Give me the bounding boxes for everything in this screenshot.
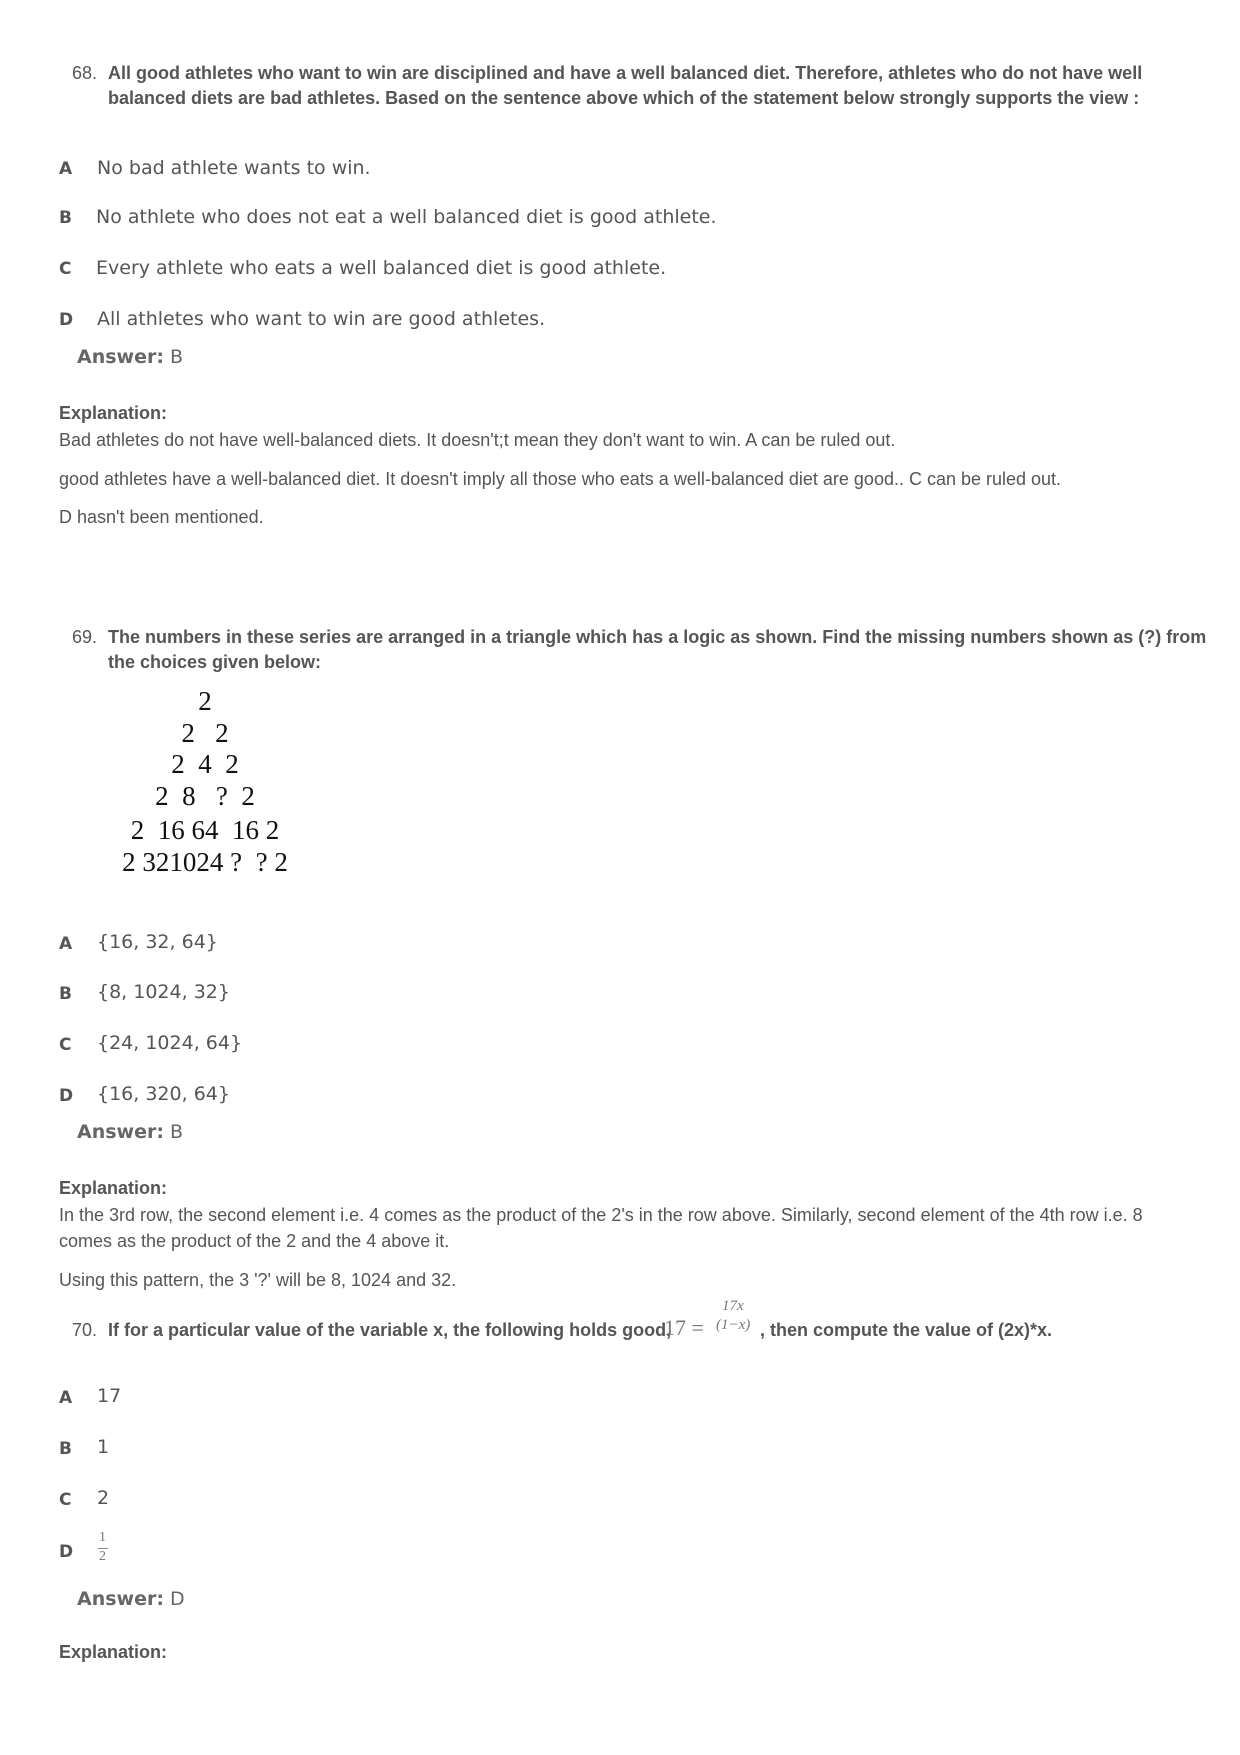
option-letter-b: B — [59, 984, 72, 1004]
option-text-d: {16, 320, 64} — [97, 1083, 230, 1105]
explanation-68-label: Explanation: — [59, 403, 168, 423]
question-70-number: 70. — [72, 1320, 98, 1340]
option-letter-b: B — [59, 1439, 72, 1459]
option-text-d: All athletes who want to win are good athletes. — [97, 308, 546, 330]
option-text-c: 2 — [97, 1487, 110, 1509]
question-68-text-line1: All good athletes who want to win are disciplined and have a well balanced diet. Therefore, athletes who do not have well — [108, 63, 1143, 83]
question-69-number: 69. — [72, 627, 98, 647]
option-letter-d: D — [59, 1086, 74, 1106]
answer-label: Answer: — [77, 1588, 164, 1610]
triangle-row-6: 2 321024 ? ? 2 — [122, 847, 288, 877]
triangle-row-5: 2 16 64 16 2 — [130, 815, 280, 845]
option-text-a: {16, 32, 64} — [97, 931, 218, 953]
answer-label: Answer: — [77, 1121, 164, 1143]
option-text-b: No athlete who does not eat a well balanced diet is good athlete. — [96, 206, 717, 228]
answer-value: B — [170, 1121, 184, 1143]
option-text-a: 17 — [97, 1385, 122, 1407]
answer-value: D — [170, 1588, 185, 1610]
triangle-row-4: 2 8 ? 2 — [155, 781, 255, 811]
question-69-text-line1: The numbers in these series are arranged in a triangle which has a logic as shown. Find the missing numbers shown as (?) from — [108, 627, 1207, 647]
explanation-68-p2: good athletes have a well-balanced diet. It doesn't imply all those who eats a well-balanced diet are good.. C can be ruled out. — [59, 469, 1062, 489]
explanation-68-p3: D hasn't been mentioned. — [59, 507, 264, 527]
option-letter-a: A — [59, 934, 73, 954]
explanation-68-p1: Bad athletes do not have well-balanced diets. It doesn't;t mean they don't want to win. A can be ruled out. — [59, 430, 896, 450]
triangle-row-3: 2 4 2 — [171, 749, 239, 779]
explanation-69-label: Explanation: — [59, 1178, 168, 1198]
option-letter-b: B — [59, 208, 72, 228]
answer-value: B — [170, 346, 184, 368]
option-letter-d: D — [59, 1542, 74, 1562]
explanation-69-p1-line2: comes as the product of the 2 and the 4 above it. — [59, 1231, 450, 1251]
question-70-text-after: , then compute the value of (2x)*x. — [760, 1320, 1053, 1340]
option-text-c: Every athlete who eats a well balanced diet is good athlete. — [96, 257, 667, 279]
answer-69 — [77, 1121, 183, 1143]
triangle-row-2: 2 2 — [181, 718, 229, 748]
question-70-text-before: If for a particular value of the variable x, the following holds good, — [108, 1320, 672, 1340]
option-d-numerator: 1 — [99, 1530, 106, 1545]
option-letter-c: C — [59, 1035, 72, 1055]
fraction-denominator: (1−x) — [716, 1317, 751, 1333]
option-text-b: {8, 1024, 32} — [97, 981, 230, 1003]
answer-68 — [77, 346, 183, 368]
equation-lhs: 17 = — [664, 1315, 704, 1340]
option-letter-a: A — [59, 1388, 73, 1408]
option-text-a: No bad athlete wants to win. — [97, 157, 371, 179]
option-letter-d: D — [59, 310, 74, 330]
option-text-c: {24, 1024, 64} — [97, 1032, 243, 1054]
option-letter-c: C — [59, 1490, 72, 1510]
option-letter-c: C — [59, 259, 72, 279]
explanation-69-p2: Using this pattern, the 3 '?' will be 8, 1024 and 32. — [59, 1270, 457, 1290]
number-triangle — [100, 686, 320, 886]
question-68-number: 68. — [72, 63, 98, 83]
fraction-numerator: 17x — [722, 1298, 744, 1314]
triangle-row-1: 2 — [198, 686, 212, 716]
explanation-70-label: Explanation: — [59, 1642, 168, 1662]
question-69-text-line2: the choices given below: — [108, 652, 322, 672]
question-68-text-line2: balanced diets are bad athletes. Based on the sentence above which of the statement below strongly supports the view : — [108, 88, 1140, 108]
option-text-b: 1 — [97, 1436, 110, 1458]
option-letter-a: A — [59, 159, 73, 179]
option-d-denominator: 2 — [99, 1549, 106, 1564]
answer-label: Answer: — [77, 346, 164, 368]
answer-70 — [77, 1588, 185, 1610]
explanation-69-p1-line1: In the 3rd row, the second element i.e. 4 comes as the product of the 2's in the row above. Similarly, second element of the 4th row i.e. 8 — [59, 1205, 1143, 1225]
